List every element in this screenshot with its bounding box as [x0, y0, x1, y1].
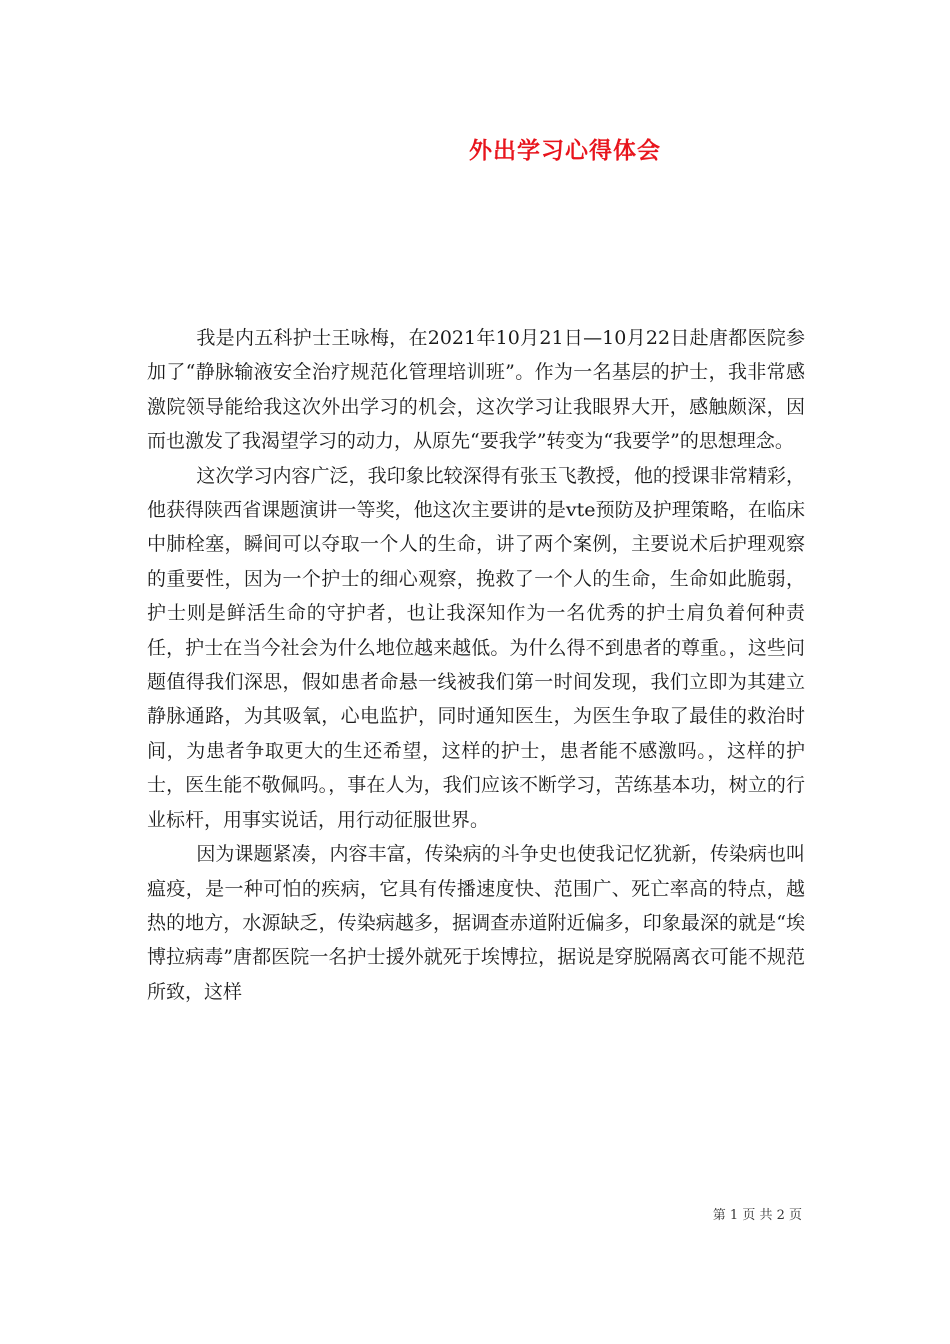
page-number-footer: 第 1 页 共 2 页 — [712, 1208, 802, 1223]
paragraph-3: 因为课题紧凑，内容丰富，传染病的斗争史也使我记忆犹新，传染病也叫瘟疫，是一种可怕的疾病，它具有传播速度快、范围广、死亡率高的特点，越热的地方，水源缺乏，传染病越多，据调查赤道附近偏多，印象最深的就是“埃博拉病毒”唐都医院一名护士援外就死于埃博拉，据说是穿脱隔离衣可能不规范所致，这样 — [147, 843, 805, 1003]
document-body — [147, 321, 805, 1009]
document-title: 外出学习心得体会 — [469, 138, 661, 164]
paragraph-1: 我是内五科护士王咏梅，在2021年10月21日—10月22日赴唐都医院参加了“静脉输液安全治疗规范化管理培训班”。作为一名基层的护士，我非常感激院领导能给我这次外出学习的机会，这次学习让我眼界大开，感触颇深，因而也激发了我渴望学习的动力，从原先“要我学”转变为“我要学”的思想理念。 — [147, 327, 805, 453]
paragraph-2: 这次学习内容广泛，我印象比较深得有张玉飞教授，他的授课非常精彩，他获得陕西省课题演讲一等奖，他这次主要讲的是vte预防及护理策略，在临床中肺栓塞，瞬间可以夺取一个人的生命，讲了两个案例，主要说术后护理观察的重要性，因为一个护士的细心观察，挽救了一个人的生命，生命如此脆弱，护士则是鲜活生命的守护者，也让我深知作为一名优秀的护士肩负着何种责任，护士在当今社会为什么地位越来越低。为什么得不到患者的尊重。，这些问题值得我们深思，假如患者命悬一线被我们第一时间发现，我们立即为其建立静脉通路，为其吸氧，心电监护，同时通知医生，为医生争取了最佳的救治时间，为患者争取更大的生还希望，这样的护士，患者能不感激吗。，这样的护士，医生能不敬佩吗。，事在人为，我们应该不断学习，苦练基本功，树立的行业标杆，用事实说话，用行动征服世界。 — [147, 464, 805, 831]
